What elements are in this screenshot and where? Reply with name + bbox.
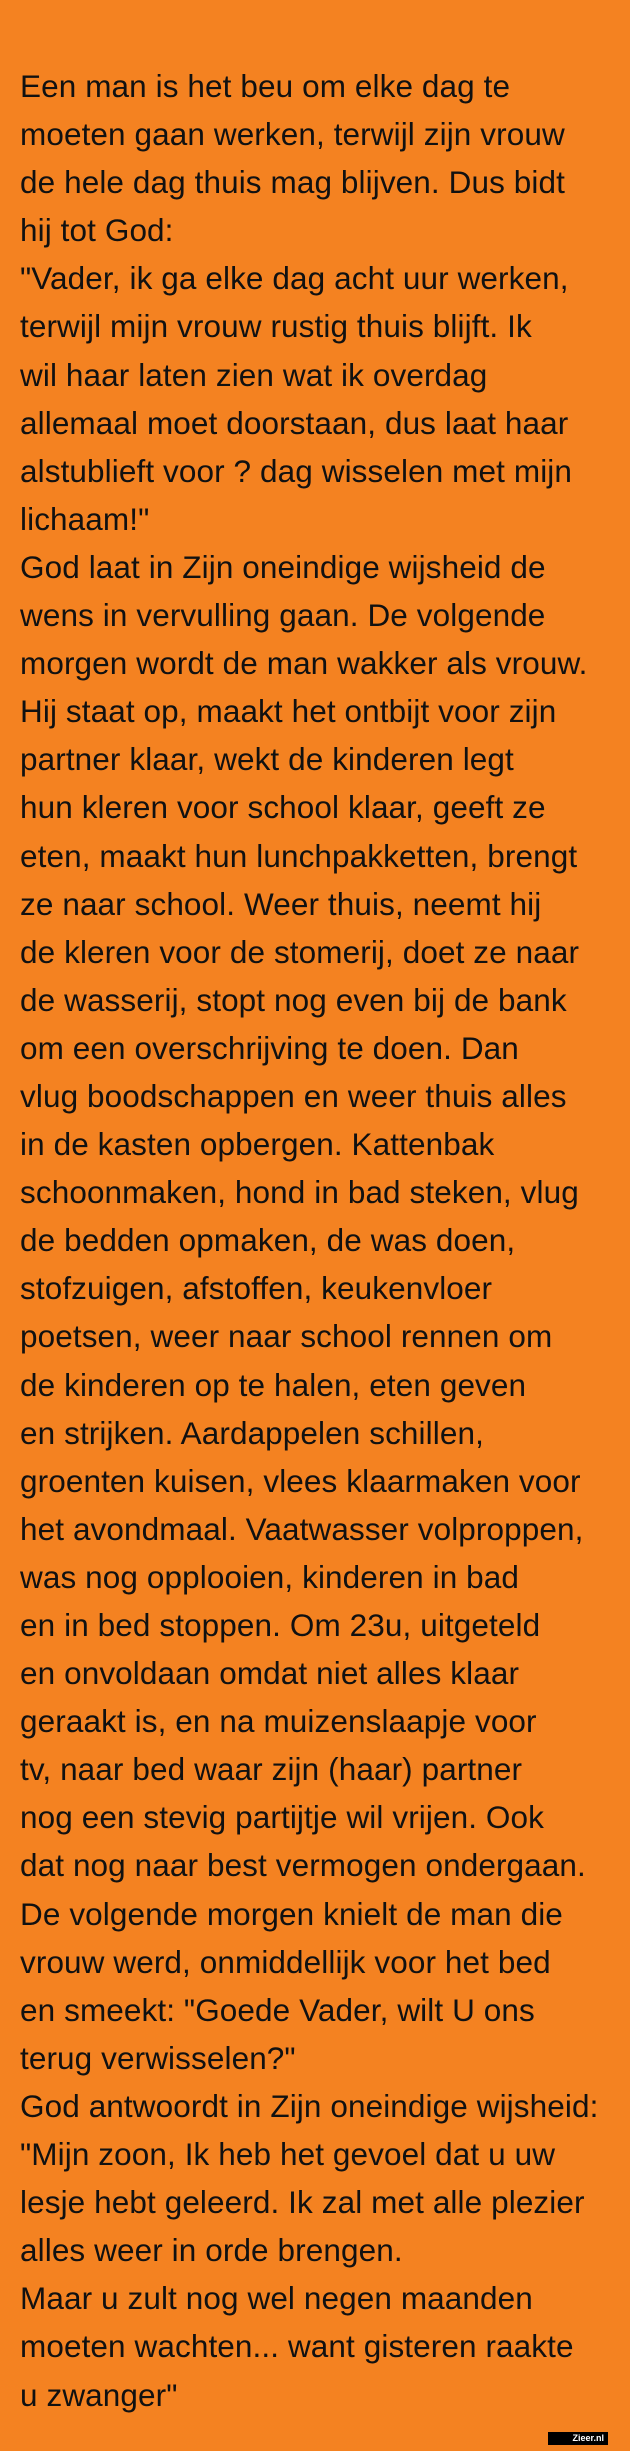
story-line: eten, maakt hun lunchpakketten, brengt [20, 837, 578, 874]
story-line: poetsen, weer naar school rennen om [20, 1318, 553, 1355]
story-line: groenten kuisen, vlees klaarmaken voor [20, 1462, 581, 1499]
story-line: de kleren voor de stomerij, doet ze naar [20, 933, 580, 970]
story-line: en onvoldaan omdat niet alles klaar [20, 1655, 520, 1692]
story-line: hij tot God: [20, 212, 174, 249]
story-line: de hele dag thuis mag blijven. Dus bidt [20, 164, 565, 201]
story-line: stofzuigen, afstoffen, keukenvloer [20, 1270, 493, 1307]
story-line: vlug boodschappen en weer thuis alles [20, 1077, 567, 1114]
story-line: dat nog naar best vermogen ondergaan. [20, 1847, 586, 1884]
story-line: en strijken. Aardappelen schillen, [20, 1414, 484, 1451]
story-line: om een overschrijving te doen. Dan [20, 1029, 519, 1066]
story-line: lichaam!" [20, 500, 150, 537]
story-line: De volgende morgen knielt de man die [20, 1895, 563, 1932]
story-line: "Mijn zoon, Ik heb het gevoel dat u uw [20, 2136, 556, 2173]
story-line: hun kleren voor school klaar, geeft ze [20, 789, 546, 826]
story-line: God antwoordt in Zijn oneindige wijsheid: [20, 2087, 599, 2124]
story-line: de wasserij, stopt nog even bij de bank [20, 981, 567, 1018]
story-line: "Vader, ik ga elke dag acht uur werken, [20, 260, 569, 297]
story-line: morgen wordt de man wakker als vrouw. [20, 645, 588, 682]
story-line: partner klaar, wekt de kinderen legt [20, 741, 514, 778]
story-line: schoonmaken, hond in bad steken, vlug [20, 1174, 579, 1211]
story-line: de kinderen op te halen, eten geven [20, 1366, 527, 1403]
story-line: terug verwisselen?" [20, 2039, 296, 2076]
story-line: alstublieft voor ? dag wisselen met mijn [20, 452, 573, 489]
story-line: God laat in Zijn oneindige wijsheid de [20, 548, 546, 585]
story-line: u zwanger" [20, 2376, 178, 2413]
story-line: lesje hebt geleerd. Ik zal met alle plezier [20, 2184, 585, 2221]
story-line: de bedden opmaken, de was doen, [20, 1222, 516, 1259]
story-line: ze naar school. Weer thuis, neemt hij [20, 885, 542, 922]
story-line: Hij staat op, maakt het ontbijt voor zijn [20, 693, 557, 730]
story-text [20, 62, 624, 2419]
story-line: Een man is het beu om elke dag te [20, 68, 511, 104]
story-line: allemaal moet doorstaan, dus laat haar [20, 404, 569, 441]
story-line: in de kasten opbergen. Kattenbak [20, 1126, 495, 1163]
story-line: alles weer in orde brengen. [20, 2232, 403, 2269]
story-line: moeten wachten... want gisteren raakte [20, 2328, 574, 2365]
story-line: wil haar laten zien wat ik overdag [20, 356, 488, 393]
story-line: moeten gaan werken, terwijl zijn vrouw [20, 116, 565, 153]
story-line: het avondmaal. Vaatwasser volproppen, [20, 1510, 584, 1547]
story-line: wens in vervulling gaan. De volgende [20, 597, 546, 634]
story-line: vrouw werd, onmiddellijk voor het bed [20, 1943, 551, 1980]
story-line: Maar u zult nog wel negen maanden [20, 2280, 533, 2317]
story-line: geraakt is, en na muizenslaapje voor [20, 1703, 537, 1740]
story-line: en smeekt: "Goede Vader, wilt U ons [20, 1991, 535, 2028]
story-line: tv, naar bed waar zijn (haar) partner [20, 1751, 523, 1788]
story-line: en in bed stoppen. Om 23u, uitgeteld [20, 1607, 541, 1643]
story-line: terwijl mijn vrouw rustig thuis blijft. Ik [20, 308, 532, 345]
watermark-logo: Zieer.nl [548, 2432, 608, 2445]
story-line: nog een stevig partijtje wil vrijen. Ook [20, 1799, 544, 1836]
story-line: was nog opplooien, kinderen in bad [20, 1558, 520, 1595]
